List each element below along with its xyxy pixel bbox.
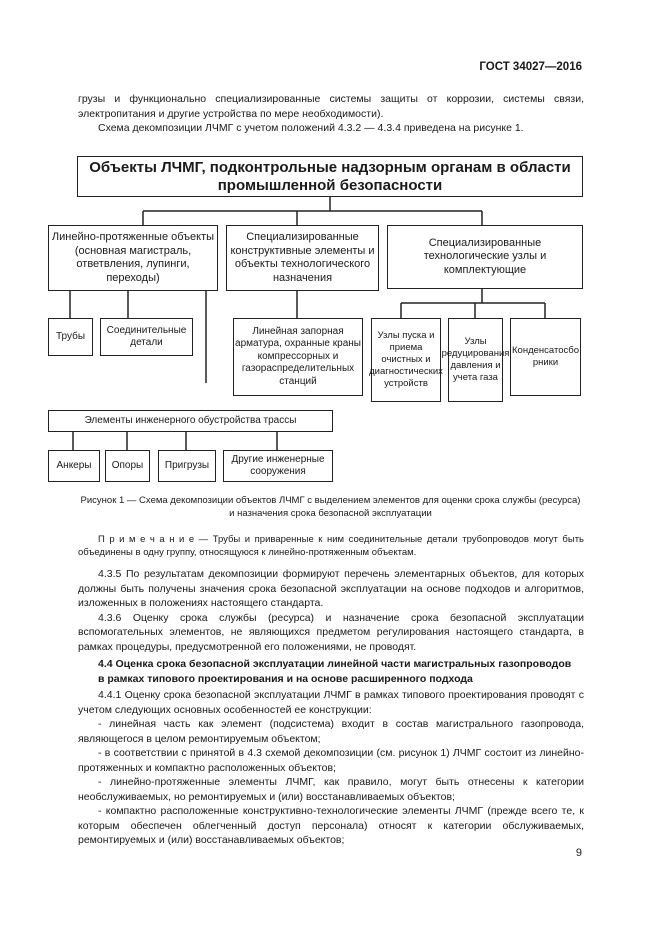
- list-item-2: - в соответствии с принятой в 4.3 схемой декомпозиции (см. рисунок 1) ЛЧМГ состоит из линейно-протяженных и компактно расположенных объектов;: [78, 747, 584, 774]
- reduction-units-label: Узлы редуцирования давления и учета газа: [441, 336, 510, 383]
- figure-caption-line2: и назначения срока безопасной эксплуатации: [229, 508, 432, 519]
- list-item-3: - линейно-протяженные элементы ЛЧМГ, как правило, могут быть отнесены к категории необслуживаемых, но ремонтируемых и (или) восстанавливаемых объектов;: [78, 776, 584, 803]
- technological-units-box: [387, 225, 583, 289]
- diagram-root-box: [77, 156, 583, 197]
- paragraph-4-3-6: 4.3.6 Оценку срока службы (ресурса) и назначение срока безопасной эксплуатации вспомогательных элементов, не являющихся предметом регулирования настоящего стандарта, в рамках процедуры, предусмотренной его положениями, не проводят.: [78, 611, 584, 653]
- other-structures-box: [223, 450, 333, 482]
- launch-units-label: Узлы пуска и приема очистных и диагностических устройств: [369, 330, 443, 389]
- weights-label: Пригрузы: [164, 459, 210, 471]
- figure-note: [78, 533, 584, 559]
- structural-elements-box: [226, 225, 379, 291]
- route-elements-box: [48, 410, 333, 432]
- pipes-label: Трубы: [55, 330, 86, 342]
- section-heading-line1: 4.4 Оценка срока безопасной эксплуатации линейной части магистральных газопроводов: [98, 658, 572, 670]
- reduction-units-box: [441, 318, 510, 402]
- list-item-1: - линейная часть как элемент (подсистема) входит в состав магистрального газопровода, являющегося в целом ремонтируемым объектом;: [78, 718, 584, 745]
- section-heading-line2: в рамках типового проектирования и на основе расширенного подхода: [98, 672, 473, 685]
- intro-paragraph-continued: грузы и функционально специализированные системы защиты от коррозии, системы связи, электропитания и другие устройства по мере необходимости).: [78, 93, 584, 120]
- figure-note-text: П р и м е ч а н и е — Трубы и приваренные к ним соединительные детали трубопроводов могут быть объединены в одну группу, относящуюся к линейно-протяженным объектам.: [78, 534, 584, 558]
- launch-units-box: [371, 318, 441, 402]
- linear-objects-box: [48, 225, 218, 291]
- route-elements-label: Элементы инженерного обустройства трассы: [84, 414, 297, 426]
- section-body: [78, 688, 584, 848]
- anchors-label: Анкеры: [56, 459, 92, 471]
- intro-paragraph-figure-ref: Схема декомпозиции ЛЧМГ с учетом положений 4.3.2 — 4.3.4 приведена на рисунке 1.: [98, 122, 524, 134]
- supports-label: Опоры: [111, 459, 144, 471]
- condensate-label: Конденсатосборники: [512, 345, 579, 368]
- condensate-box: [510, 318, 581, 396]
- standard-number: ГОСТ 34027—2016: [479, 61, 582, 73]
- figure-caption: [58, 494, 603, 520]
- valves-label: Линейная запорная арматура, охранные краны компрессорных и газораспределительных станций: [235, 325, 361, 387]
- figure-caption-line1: Рисунок 1 — Схема декомпозиции объектов ЛЧМГ с выделением элементов для оценки срока службы (ресурса): [80, 495, 581, 506]
- intro-text: [78, 92, 584, 136]
- anchors-box: [48, 450, 100, 482]
- linear-objects-label: Линейно-протяженные объекты (основная магистраль, ответвления, лупинги, переходы): [51, 231, 215, 284]
- supports-box: [105, 450, 150, 482]
- page-number: 9: [575, 847, 582, 859]
- valves-box: [233, 318, 363, 396]
- list-item-4: - компактно расположенные конструктивно-технологические элементы ЛЧМГ (прежде всего те, к которым обеспечен облегченный доступ персонала) относят к категории обслуживаемых, ремонтируемых и (или) восстанавливаемых объектов;: [78, 805, 584, 846]
- joints-label: Соединительные детали: [106, 324, 187, 348]
- joints-box: [100, 318, 193, 356]
- paragraph-4-3-5: 4.3.5 По результатам декомпозиции формируют перечень элементарных объектов, для которых должны быть получены значения срока безопасной эксплуатации на основе подходов и алгоритмов, изложенных в положениях настоящего стандарта.: [78, 568, 584, 609]
- pipes-box: [48, 318, 93, 356]
- section-heading-4-4: [78, 657, 584, 686]
- diagram-root-label: Объекты ЛЧМГ, подконтрольные надзорным органам в области промышленной безопасности: [89, 158, 571, 194]
- paragraph-4-4-1: 4.4.1 Оценку срока безопасной эксплуатации ЛЧМГ в рамках типового проектирования проводят с учетом следующих основных особенностей ее конструкции:: [78, 689, 584, 716]
- weights-box: [158, 450, 216, 482]
- body-paragraphs: [78, 567, 584, 654]
- other-structures-label: Другие инженерные сооружения: [231, 453, 325, 477]
- structural-elements-label: Специализированные конструктивные элементы и объекты технологического назначения: [230, 231, 375, 284]
- technological-units-label: Специализированные технологические узлы и комплектующие: [423, 236, 547, 276]
